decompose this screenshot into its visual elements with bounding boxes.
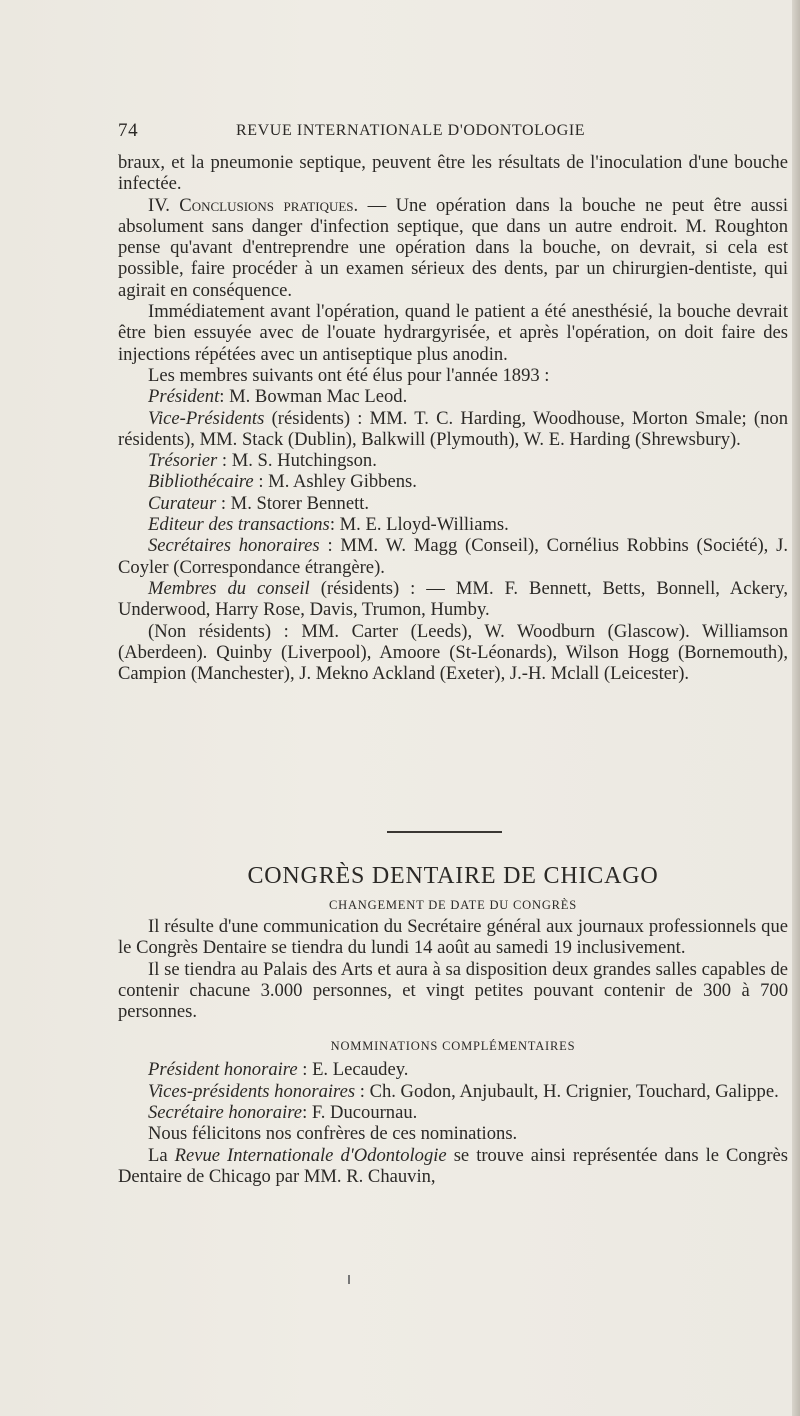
non-residents: (Non résidents) : MM. Carter (Leeds), W. Woodburn (Glascow). Williamson (Aberdeen). Quinby (Liverpool), Amoore (St-Léonards), Wilson Hogg (Bornemouth), Campion (Manchester), J. Mekno Ackland (Exeter), J.-H. Mclall (Leicester). [118,620,788,685]
officer-entry [118,450,788,471]
paragraph-conclusions [118,195,788,301]
paragraph: Nous félicitons nos confrères de ces nominations. [148,1123,518,1145]
separator: : [329,514,340,536]
officer-names: (résidents) : — MM. F. Bennett, Betts, Bonnell, Ackery, Underwood, Harry Rose, Davis, Trumon, Humby. [118,577,788,621]
paragraph-representation [118,1145,788,1188]
paragraph: braux, et la pneumonie septique, peuvent être les résultats de l'inoculation d'une bouche infectée. [118,152,788,195]
separator: : [355,1080,370,1102]
section-divider [387,831,502,833]
officer-role: Curateur [148,492,217,514]
officer-role: Président [148,386,220,408]
page-number: 74 [118,120,139,141]
officer-names: M. S. Hutchingson. [231,450,377,472]
officer-names: (résidents) : MM. T. C. Harding, Woodhouse, Morton Smale; (non résidents), MM. Stack (Dublin), Balkwill (Plymouth), W. E. Harding (Shrewsbury). [118,407,788,450]
separator: : [216,492,231,514]
text-fragment: se trouve ainsi représentée dans le Congrès Dentaire de Chicago par MM. R. Chauvin, [118,1144,789,1187]
nomination-role: Secrétaire honoraire [148,1102,303,1124]
page-edge [792,0,800,1416]
officer-role: Secrétaires honoraires [148,535,320,557]
page-header [118,120,790,144]
officer-role: Bibliothécaire [148,471,254,493]
nomination-entry [118,1102,788,1123]
officer-role: Trésorier [148,450,218,472]
journal-title: Revue Internationale d'Odontologie [174,1144,447,1166]
separator: : [253,471,269,493]
paragraph: Immédiatement avant l'opération, quand le patient a été anesthésié, la bouche devrait être bien essuyée avec de l'ouate hydrargyrisée, et après l'opération, on doit faire des injections répétées avec un antiseptique plus anodin. [118,301,788,365]
section-subtitle: CHANGEMENT DE DATE DU CONGRÈS [329,898,577,912]
nomination-names: F. Ducournau. [311,1102,418,1124]
separator: : [219,386,230,408]
officer-entry [118,386,788,407]
section-title: CONGRÈS DENTAIRE DE CHICAGO [247,863,659,889]
officer-names: M. Storer Bennett. [230,492,370,514]
officer-names: MM. W. Magg (Conseil), Cornélius Robbins (Société), J. Coyler (Correspondance étrangère). [118,535,788,578]
officer-entry [118,408,788,451]
officer-role: Vice-Présidents [148,407,265,429]
paragraph: Il se tiendra au Palais des Arts et aura à sa disposition deux grandes salles capables de contenir chacune 3.000 personnes, et vingt petites pouvant contenir de 300 à 700 personnes. [118,958,788,1023]
running-head: REVUE INTERNATIONALE D'ODONTOLOGIE [236,122,586,139]
separator: : [297,1059,313,1081]
officer-names: M. Ashley Gibbens. [268,471,417,493]
officer-role: Membres du conseil [148,577,310,599]
section-lead: IV. Conclusions pratiques. [148,194,359,216]
nomination-entry [118,1081,788,1102]
paragraph: Il résulte d'une communication du Secrétaire général aux journaux professionnels que le Congrès Dentaire se tiendra du lundi 14 août au samedi 19 inclusivement. [118,916,788,959]
officer-entry [118,578,788,621]
nominations-heading: NOMMINATIONS COMPLÉMENTAIRES [330,1039,576,1054]
nomination-names: E. Lecaudey. [312,1059,409,1081]
separator: : [319,535,341,557]
article-body [118,152,788,684]
separator: : [217,450,232,472]
officer-entry [118,493,788,514]
officer-entry [118,535,788,578]
text-fragment: La [148,1144,175,1166]
print-mark [348,1275,350,1284]
paragraph: Les membres suivants ont été élus pour l'année 1893 : [148,364,550,386]
officer-names: M. E. Lloyd-Williams. [339,514,509,536]
chicago-section [118,862,788,1187]
nomination-entry [118,1059,788,1080]
separator [310,578,321,599]
paragraph-text: — Une opération dans la bouche ne peut être aussi absolument sans danger d'infection septique, que dans un autre endroit. M. Roughton pense qu'avant d'entreprendre une opération dans la bouche, on devrait, si cela est possible, faire procéder à un examen sérieux des dents, par un chirurgien-dentiste, qui agirait en conséquence. [118,194,788,301]
nomination-names: Ch. Godon, Anjubault, H. Crignier, Touchard, Galippe. [369,1080,779,1102]
officer-names: M. Bowman Mac Leod. [229,386,408,408]
nomination-role: Président honoraire [148,1059,298,1081]
separator: : [302,1102,312,1124]
officer-role: Editeur des transactions [148,514,330,536]
officer-entry [118,514,788,535]
officer-entry [118,471,788,492]
nomination-role: Vices-présidents honoraires [148,1080,356,1102]
separator [264,408,271,429]
